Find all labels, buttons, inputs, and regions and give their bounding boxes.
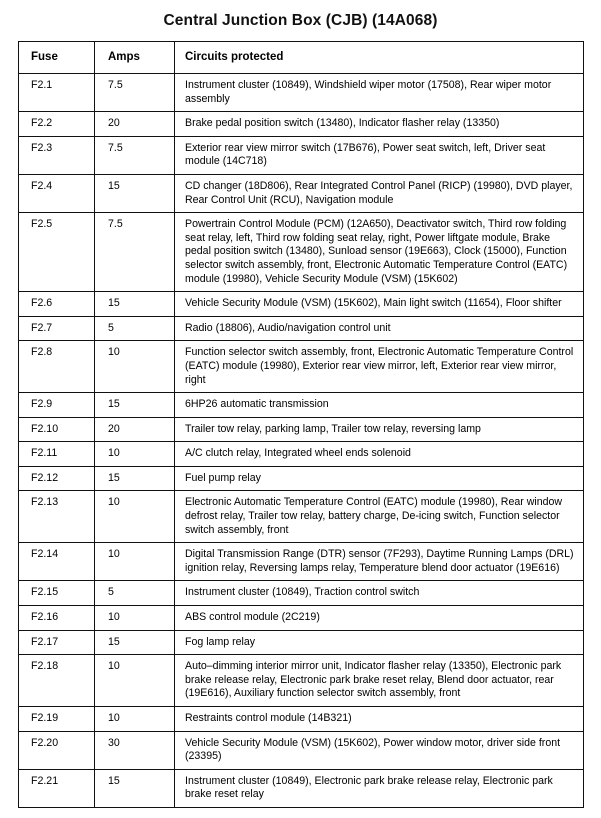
cell-fuse-id: F2.17: [19, 630, 95, 655]
cell-fuse-id: F2.9: [19, 393, 95, 418]
cell-fuse-id: F2.6: [19, 292, 95, 317]
table-row: [19, 466, 584, 491]
cell-amps: 20: [95, 417, 175, 442]
cell-amps: 20: [95, 112, 175, 137]
table-row: [19, 112, 584, 137]
table-row: [19, 655, 584, 707]
cell-amps: 10: [95, 341, 175, 393]
table-row: [19, 316, 584, 341]
cell-circuits-protected: Vehicle Security Module (VSM) (15K602), Power window motor, driver side front (23395): [175, 731, 584, 769]
cell-fuse-id: F2.21: [19, 769, 95, 807]
fuse-table: [18, 41, 584, 808]
cell-fuse-id: F2.1: [19, 74, 95, 112]
cell-fuse-id: F2.14: [19, 543, 95, 581]
cell-circuits-protected: Exterior rear view mirror switch (17B676), Power seat switch, left, Driver seat module (14C718): [175, 136, 584, 174]
cell-circuits-protected: Restraints control module (14B321): [175, 707, 584, 732]
cell-amps: 15: [95, 292, 175, 317]
cell-amps: 10: [95, 491, 175, 543]
cell-circuits-protected: Fog lamp relay: [175, 630, 584, 655]
cell-fuse-id: F2.15: [19, 581, 95, 606]
cell-amps: 30: [95, 731, 175, 769]
cell-circuits-protected: CD changer (18D806), Rear Integrated Control Panel (RICP) (19980), DVD player, Rear Control Unit (RCU), Navigation module: [175, 174, 584, 212]
cell-circuits-protected: Fuel pump relay: [175, 466, 584, 491]
table-row: [19, 769, 584, 807]
table-row: [19, 74, 584, 112]
cell-amps: 7.5: [95, 136, 175, 174]
table-row: [19, 707, 584, 732]
column-header-circuits: Circuits protected: [175, 42, 584, 74]
cell-circuits-protected: Function selector switch assembly, front, Electronic Automatic Temperature Control (EATC) module (19980), Exterior rear view mirror, left, Exterior rear view mirror, right: [175, 341, 584, 393]
table-row: [19, 630, 584, 655]
table-row: [19, 581, 584, 606]
cell-fuse-id: F2.4: [19, 174, 95, 212]
column-header-amps: Amps: [95, 42, 175, 74]
cell-amps: 10: [95, 442, 175, 467]
table-header: [19, 42, 584, 74]
cell-circuits-protected: ABS control module (2C219): [175, 606, 584, 631]
cell-amps: 15: [95, 630, 175, 655]
cell-circuits-protected: Powertrain Control Module (PCM) (12A650), Deactivator switch, Third row folding seat relay, left, Third row folding seat relay, right, Power liftgate module, Brake pedal position switch (13480), Sunload sensor (19E663), Clock (15000), Function selector switch assembly, front, Electronic Automatic Temperature Control (EATC) module (19980), Vehicle Security Module (VSM) (15K602): [175, 213, 584, 292]
cell-fuse-id: F2.5: [19, 213, 95, 292]
cell-fuse-id: F2.13: [19, 491, 95, 543]
cell-amps: 15: [95, 466, 175, 491]
cell-fuse-id: F2.18: [19, 655, 95, 707]
cell-fuse-id: F2.11: [19, 442, 95, 467]
cell-circuits-protected: 6HP26 automatic transmission: [175, 393, 584, 418]
table-row: [19, 136, 584, 174]
cell-circuits-protected: Trailer tow relay, parking lamp, Trailer tow relay, reversing lamp: [175, 417, 584, 442]
cell-circuits-protected: Radio (18806), Audio/navigation control unit: [175, 316, 584, 341]
table-row: [19, 731, 584, 769]
cell-amps: 15: [95, 769, 175, 807]
cell-amps: 10: [95, 606, 175, 631]
cell-fuse-id: F2.20: [19, 731, 95, 769]
table-row: [19, 606, 584, 631]
cell-amps: 10: [95, 543, 175, 581]
column-header-fuse: Fuse: [19, 42, 95, 74]
cell-circuits-protected: Electronic Automatic Temperature Control (EATC) module (19980), Rear window defrost relay, Trailer tow relay, battery charge, De-icing switch, Function selector switch assembly, front: [175, 491, 584, 543]
cell-circuits-protected: Digital Transmission Range (DTR) sensor (7F293), Daytime Running Lamps (DRL) ignition relay, Reversing lamps relay, Temperature blend door actuator (19E616): [175, 543, 584, 581]
cell-circuits-protected: Auto–dimming interior mirror unit, Indicator flasher relay (13350), Electronic park brake release relay, Electronic park brake reset relay, Blend door actuator, rear (19E616), Auxiliary function selector switch assembly, front: [175, 655, 584, 707]
cell-fuse-id: F2.7: [19, 316, 95, 341]
table-row: [19, 292, 584, 317]
table-row: [19, 174, 584, 212]
table-row: [19, 442, 584, 467]
cell-fuse-id: F2.12: [19, 466, 95, 491]
cell-fuse-id: F2.19: [19, 707, 95, 732]
cell-amps: 7.5: [95, 213, 175, 292]
cell-fuse-id: F2.8: [19, 341, 95, 393]
cell-amps: 5: [95, 316, 175, 341]
cell-circuits-protected: Instrument cluster (10849), Windshield wiper motor (17508), Rear wiper motor assembly: [175, 74, 584, 112]
cell-amps: 10: [95, 707, 175, 732]
cell-amps: 15: [95, 393, 175, 418]
cell-amps: 10: [95, 655, 175, 707]
cell-circuits-protected: Vehicle Security Module (VSM) (15K602), Main light switch (11654), Floor shifter: [175, 292, 584, 317]
cell-fuse-id: F2.10: [19, 417, 95, 442]
cell-circuits-protected: A/C clutch relay, Integrated wheel ends solenoid: [175, 442, 584, 467]
cell-circuits-protected: Brake pedal position switch (13480), Indicator flasher relay (13350): [175, 112, 584, 137]
table-row: [19, 417, 584, 442]
table-row: [19, 543, 584, 581]
table-row: [19, 341, 584, 393]
page-title: Central Junction Box (CJB) (14A068): [163, 12, 438, 29]
cell-fuse-id: F2.16: [19, 606, 95, 631]
table-row: [19, 491, 584, 543]
cell-circuits-protected: Instrument cluster (10849), Electronic park brake release relay, Electronic park brake reset relay: [175, 769, 584, 807]
table-header-row: [19, 42, 584, 74]
cell-fuse-id: F2.2: [19, 112, 95, 137]
cell-amps: 5: [95, 581, 175, 606]
table-row: [19, 393, 584, 418]
cell-fuse-id: F2.3: [19, 136, 95, 174]
cell-circuits-protected: Instrument cluster (10849), Traction control switch: [175, 581, 584, 606]
cell-amps: 15: [95, 174, 175, 212]
cell-amps: 7.5: [95, 74, 175, 112]
table-body: [19, 74, 584, 808]
table-row: [19, 213, 584, 292]
